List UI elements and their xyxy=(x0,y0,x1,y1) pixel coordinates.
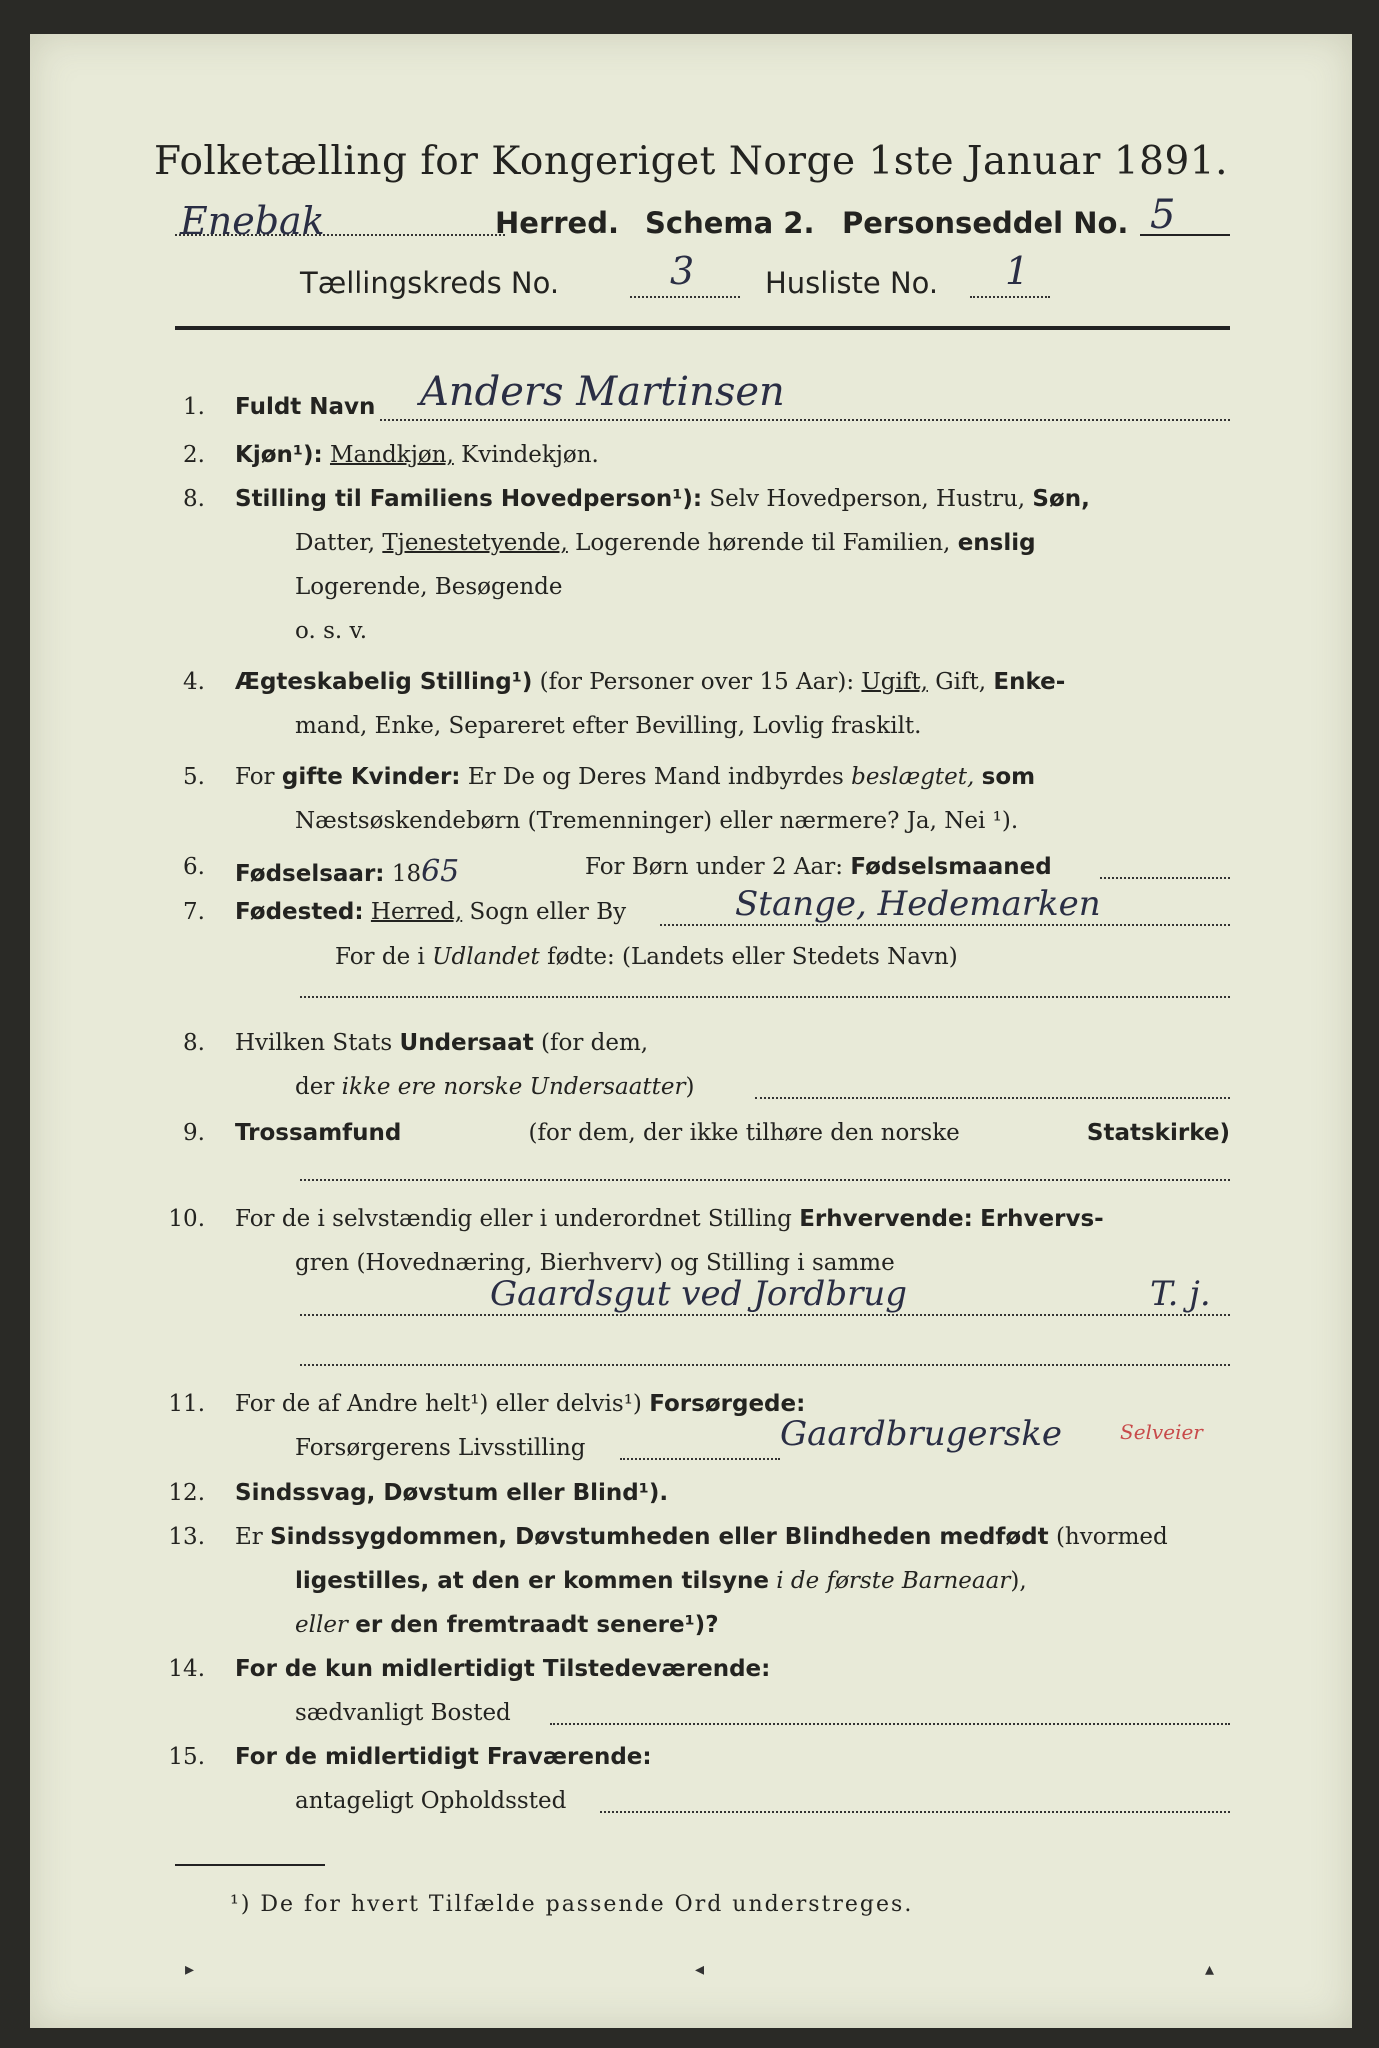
item-1-value: Anders Martinsen xyxy=(420,369,785,415)
item-4-line-1: Ægteskabelig Stilling¹) (for Personer over 15 Aar): Ugift, Gift, Enke- xyxy=(235,669,1066,695)
item-4-num: 4. xyxy=(183,669,205,695)
item-3-line-4: o. s. v. xyxy=(295,618,368,644)
item-13-line-3: eller er den fremtraadt senere¹)? xyxy=(295,1612,719,1638)
item-13-line-1: Er Sindssygdommen, Døvstumheden eller Blindheden medfødt (hvormed xyxy=(235,1524,1168,1550)
item-7-line-2: For de i Udlandet fødte: (Landets eller Stedets Navn) xyxy=(335,944,958,970)
item-2-line: Kjøn¹): Mandkjøn, Kvindekjøn. xyxy=(235,442,599,468)
item-6-num: 6. xyxy=(183,854,205,880)
item-11-value: Gaardbrugerske xyxy=(780,1414,1062,1454)
item-5-line-2: Næstsøskendebørn (Tremenninger) eller nærmere? Ja, Nei ¹). xyxy=(295,808,1019,834)
item-15-label: For de midlertidigt Fraværende: xyxy=(235,1744,652,1770)
registration-mark-left: ▸ xyxy=(185,1959,195,1980)
footnote: ¹) De for hvert Tilfælde passende Ord understreges. xyxy=(230,1892,914,1917)
item-15-num: 15. xyxy=(168,1744,205,1770)
form-title: Folketælling for Kongeriget Norge 1ste Januar 1891. xyxy=(154,139,1228,184)
item-7-line-1: Fødested: Herred, Sogn eller By xyxy=(235,899,627,925)
herred-dots xyxy=(175,234,505,236)
item-12-label: Sindssvag, Døvstum eller Blind¹). xyxy=(235,1480,669,1506)
item-8-dots xyxy=(755,1097,1230,1099)
item-11-red-value: Selveier xyxy=(1120,1420,1203,1444)
item-13-num: 13. xyxy=(168,1524,205,1550)
item-11-line-1: For de af Andre helt¹) eller delvis¹) Forsørgede: xyxy=(235,1391,806,1417)
item-14-line-2: sædvanligt Bosted xyxy=(295,1700,511,1726)
personseddel-value: 5 xyxy=(1150,192,1176,238)
footnote-rule xyxy=(175,1864,325,1866)
item-13-line-2: ligestilles, at den er kommen tilsyne i de første Barneaar), xyxy=(295,1568,1027,1594)
item-15-line-2: antageligt Opholdssted xyxy=(295,1788,567,1814)
item-8-num: 8. xyxy=(183,1030,205,1056)
registration-mark-right: ▴ xyxy=(1205,1959,1215,1980)
schema-label: Schema 2. xyxy=(645,206,815,240)
item-6-part-2: For Børn under 2 Aar: Fødselsmaaned xyxy=(585,854,1052,880)
item-7-num: 7. xyxy=(183,899,205,925)
item-1-num: 1. xyxy=(183,394,205,420)
item-2-num: 2. xyxy=(183,442,205,468)
item-3-line-3: Logerende, Besøgende xyxy=(295,574,563,600)
item-3-num: 8. xyxy=(183,486,205,512)
item-10-line-2: gren (Hovednæring, Bierhverv) og Stilling i samme xyxy=(295,1250,895,1276)
item-11-line-2: Forsørgerens Livsstilling xyxy=(295,1435,586,1461)
registration-mark-center: ◂ xyxy=(695,1959,705,1980)
kreds-dots xyxy=(630,296,740,298)
item-7-dots xyxy=(660,924,1230,926)
item-3-line-1: Stilling til Familiens Hovedperson¹): Selv Hovedperson, Hustru, Søn, xyxy=(235,486,1090,512)
item-10-dots-1 xyxy=(300,1314,1230,1316)
item-15-dots xyxy=(600,1811,1230,1813)
husliste-label: Husliste No. xyxy=(765,266,939,300)
item-14-dots xyxy=(550,1723,1230,1725)
item-12-num: 12. xyxy=(168,1480,205,1506)
item-8-line-2: der ikke ere norske Undersaatter) xyxy=(295,1074,695,1100)
item-7-value: Stange, Hedemarken xyxy=(735,884,1101,924)
census-form-page xyxy=(30,34,1352,2028)
kreds-label: Tællingskreds No. xyxy=(300,266,560,300)
personseddel-label: Personseddel No. xyxy=(842,206,1129,240)
item-6-dots xyxy=(1100,877,1230,879)
item-9-num: 9. xyxy=(183,1120,205,1146)
item-3-line-2: Datter, Tjenestetyende, Logerende hørende til Familien, enslig xyxy=(295,530,1036,556)
item-1-label: Fuldt Navn xyxy=(235,394,376,420)
item-9-line: Trossamfund (for dem, der ikke tilhøre den norske Statskirke) xyxy=(235,1120,1230,1146)
item-11-dots xyxy=(620,1458,780,1460)
item-14-label: For de kun midlertidigt Tilstedeværende: xyxy=(235,1656,771,1682)
item-10-dots-2 xyxy=(300,1364,1230,1366)
item-4-line-2: mand, Enke, Separeret efter Bevilling, Lovlig fraskilt. xyxy=(295,713,922,739)
item-9-dots xyxy=(300,1179,1230,1181)
item-7-extra-dots xyxy=(300,996,1230,998)
item-5-num: 5. xyxy=(183,764,205,790)
husliste-value: 1 xyxy=(1005,249,1030,293)
item-11-num: 11. xyxy=(168,1391,205,1417)
item-10-line-1: For de i selvstændig eller i underordnet Stilling Erhvervende: Erhvervs- xyxy=(235,1206,1104,1232)
item-10-value: Gaardsgut ved Jordbrug xyxy=(490,1274,907,1314)
item-5-line-1: For gifte Kvinder: Er De og Deres Mand indbyrdes beslægtet, som xyxy=(235,764,1036,790)
herred-label: Herred. xyxy=(495,206,619,240)
kreds-value: 3 xyxy=(670,249,695,293)
item-8-line-1: Hvilken Stats Undersaat (for dem, xyxy=(235,1030,649,1056)
item-6-line: Fødselsaar: 1865 xyxy=(235,854,460,889)
header-rule xyxy=(175,326,1230,330)
husliste-dots xyxy=(970,296,1050,298)
item-1-dots xyxy=(380,419,1230,421)
herred-value: Enebak xyxy=(180,199,325,243)
item-10-num: 10. xyxy=(168,1206,205,1232)
item-10-value-2: T. j. xyxy=(1150,1274,1211,1314)
item-14-num: 14. xyxy=(168,1656,205,1682)
personseddel-underline xyxy=(1140,234,1230,236)
